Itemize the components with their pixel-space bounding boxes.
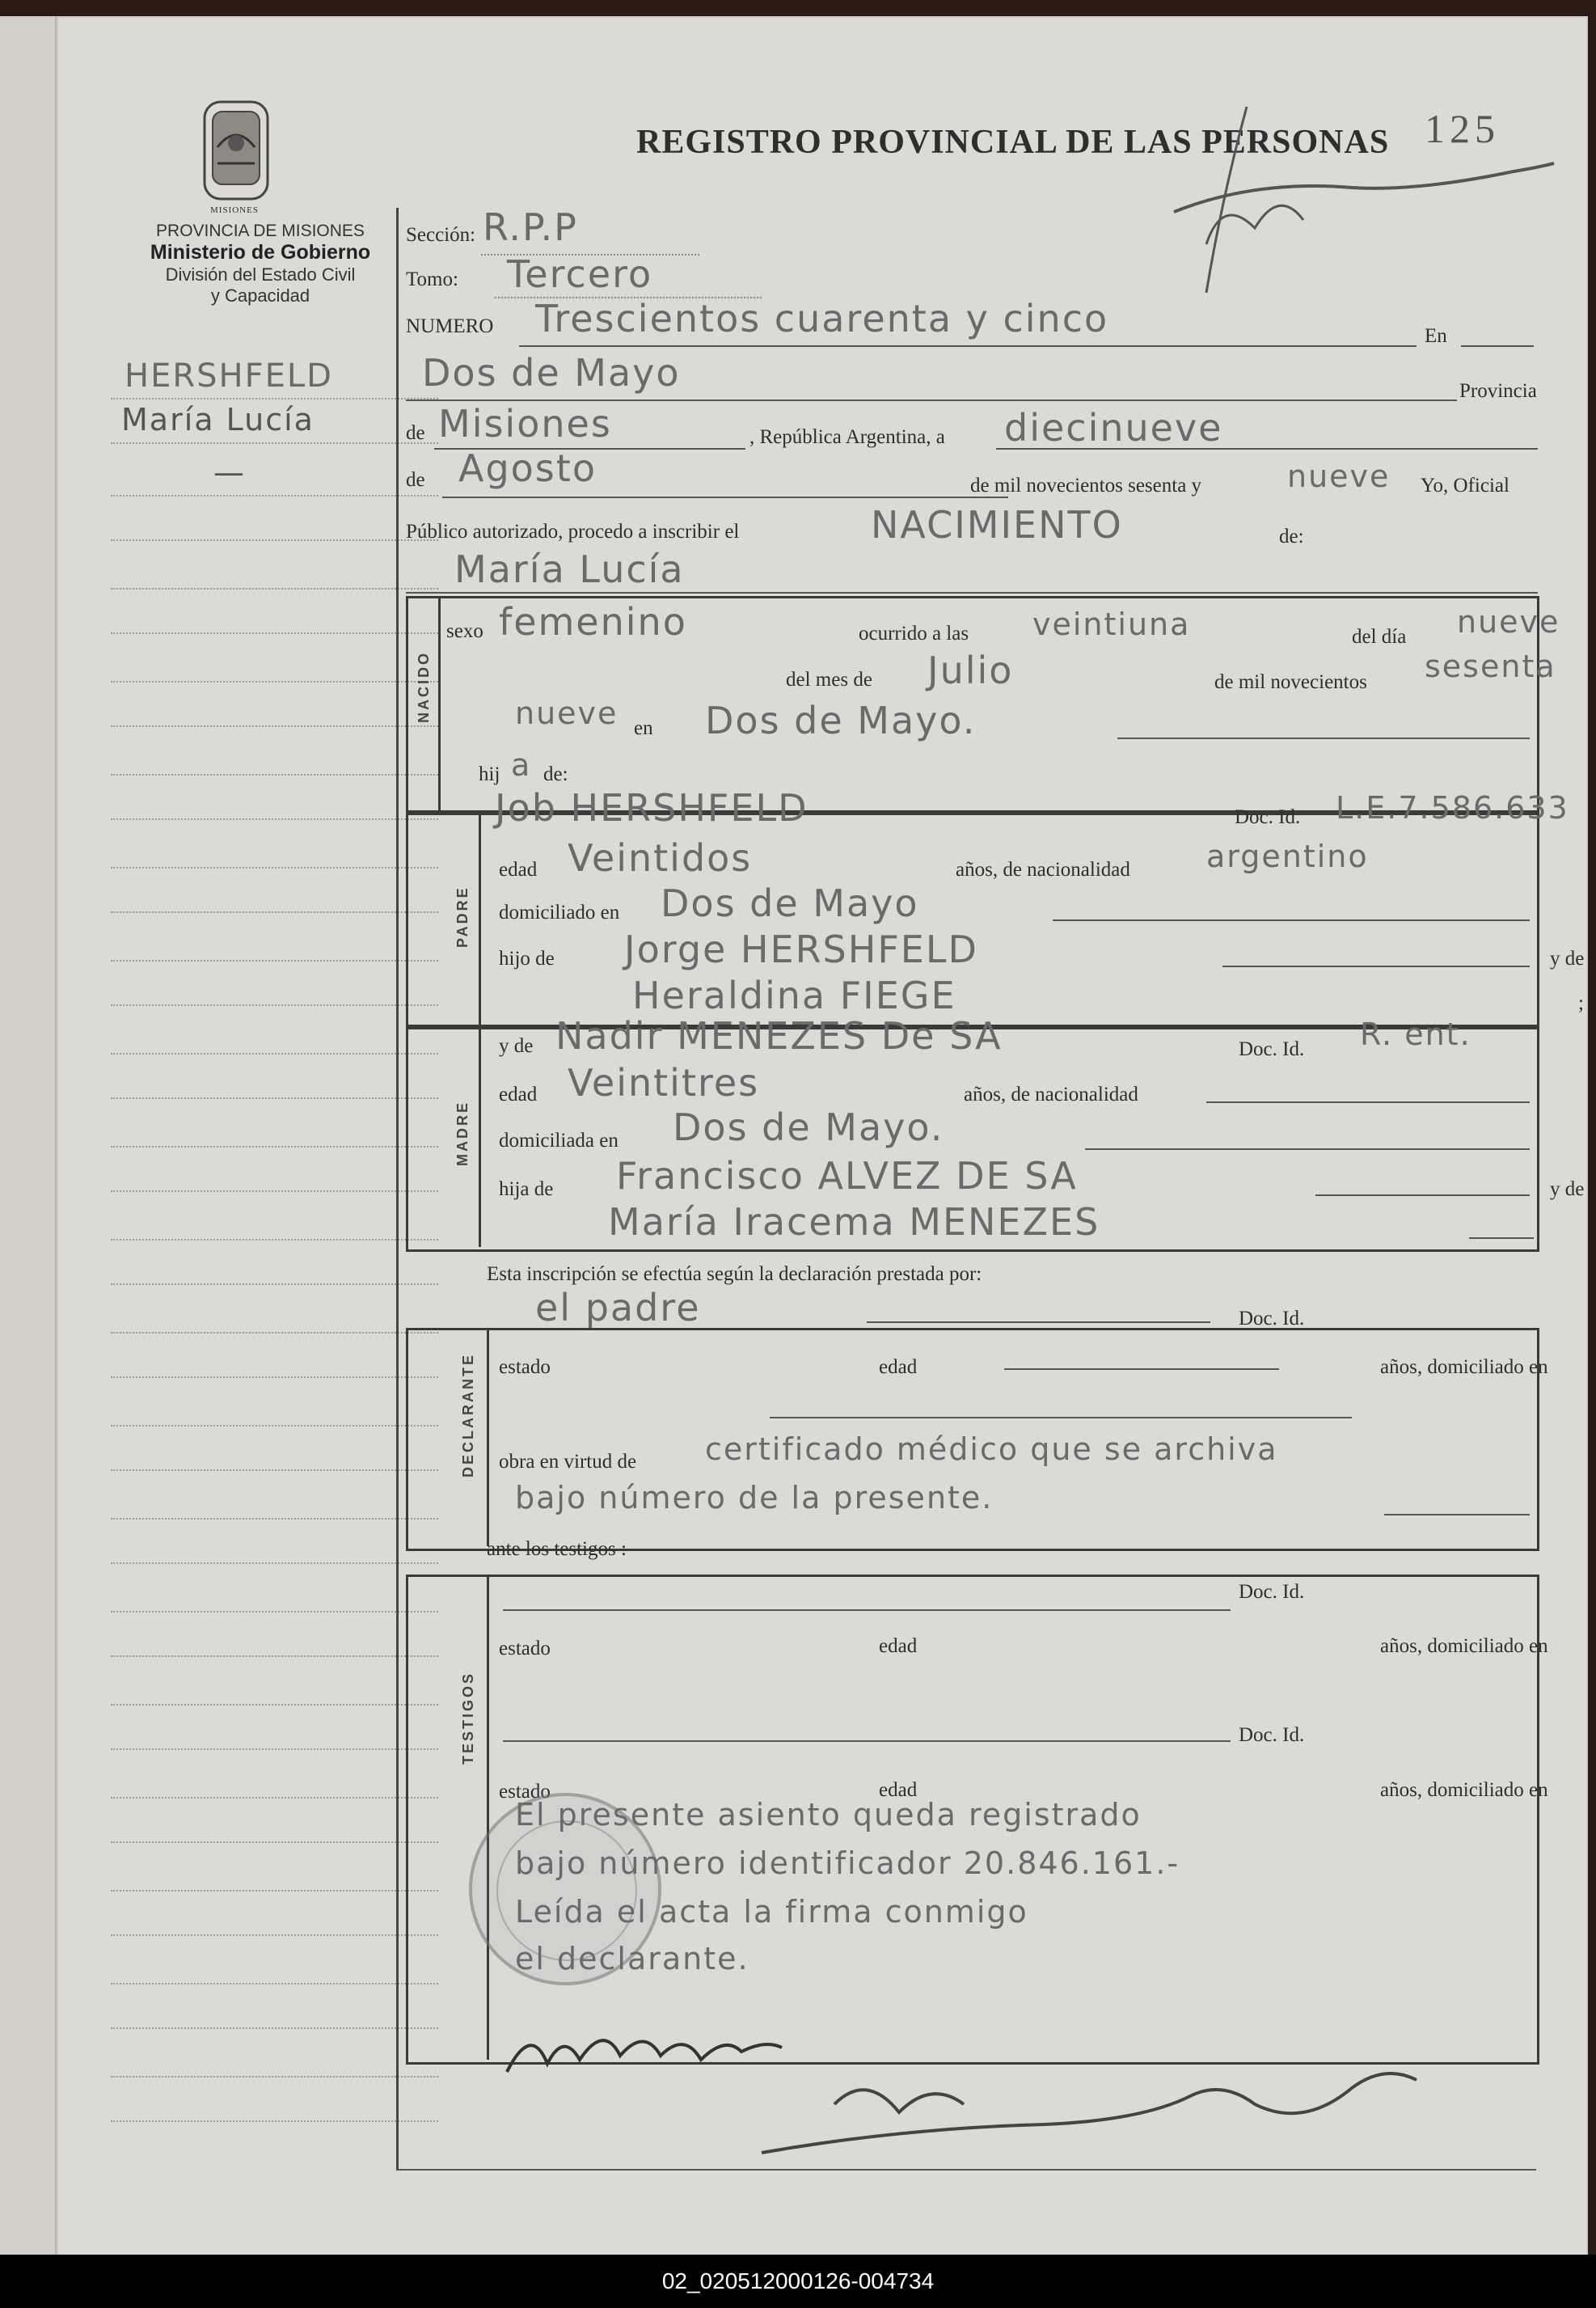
child-name: María Lucía bbox=[454, 547, 685, 591]
birth-year-value2: nueve bbox=[515, 695, 619, 731]
ledger-line bbox=[111, 495, 438, 497]
father-mother: Heraldina FIEGE bbox=[632, 974, 956, 1017]
del-dia-label: del día bbox=[1352, 626, 1407, 648]
fill-line bbox=[1384, 1514, 1530, 1515]
issuer-division: División del Estado Civil bbox=[165, 264, 356, 285]
ledger-line bbox=[111, 2076, 438, 2078]
ledger-line bbox=[111, 442, 438, 444]
day-value: diecinueve bbox=[1004, 406, 1223, 450]
oficial-label: Yo, Oficial bbox=[1421, 475, 1509, 497]
father-doc-value: L.E.7.586.633 bbox=[1336, 790, 1569, 826]
margin-surname: HERSHFELD bbox=[125, 357, 333, 395]
hijo-de-label: de: bbox=[543, 763, 568, 785]
ledger-line bbox=[111, 1376, 438, 1378]
birth-month-value: Julio bbox=[927, 649, 1014, 692]
testigo1-anios-label: años, domiciliado en bbox=[1380, 1635, 1548, 1657]
header-signature bbox=[1158, 99, 1562, 305]
ledger-line bbox=[111, 1655, 438, 1657]
testigos-section-label: TESTIGOS bbox=[460, 1671, 476, 1765]
ledger-line bbox=[111, 1332, 438, 1334]
mother-domicilio-value: Dos de Mayo. bbox=[673, 1105, 944, 1149]
declarante-estado-label: estado bbox=[499, 1356, 551, 1378]
register-page bbox=[57, 16, 1588, 2258]
fill-line bbox=[1117, 738, 1530, 739]
declarante-edad-label: edad bbox=[879, 1356, 918, 1378]
ledger-line bbox=[111, 774, 438, 776]
tomo-label: Tomo: bbox=[406, 268, 458, 290]
ledger-line bbox=[111, 1562, 438, 1564]
footer-id: 02_020512000126-004734 bbox=[0, 2255, 1596, 2308]
testigo1-estado-label: estado bbox=[499, 1638, 551, 1659]
ledger-line bbox=[111, 539, 438, 541]
testigo2-anios-label: años, domiciliado en bbox=[1380, 1779, 1548, 1801]
issuer-capacity: y Capacidad bbox=[210, 285, 310, 306]
ledger-line bbox=[111, 681, 438, 683]
fill-line bbox=[867, 1321, 1210, 1323]
ledger-line bbox=[111, 1053, 438, 1055]
fill-line bbox=[503, 1609, 1231, 1611]
hijo-suffix: a bbox=[511, 747, 532, 783]
father-y-de-label: y de bbox=[1550, 948, 1585, 970]
padre-divider bbox=[479, 810, 481, 1025]
father-doc-label: Doc. Id. bbox=[1235, 806, 1301, 828]
ledger-line bbox=[111, 398, 438, 399]
birth-day-value: nueve bbox=[1457, 604, 1560, 640]
seccion-label: Sección: bbox=[406, 224, 476, 246]
ledger-line bbox=[111, 1518, 438, 1520]
father-name: Job HERSHFELD bbox=[495, 786, 809, 830]
margin-dash: — bbox=[213, 454, 246, 490]
obra-label: obra en virtud de bbox=[499, 1451, 637, 1473]
sexo-value: femenino bbox=[499, 600, 687, 644]
ledger-line bbox=[111, 1469, 438, 1471]
province-emblem bbox=[200, 99, 272, 208]
mother-mother: María Iracema MENEZES bbox=[608, 1200, 1100, 1244]
mother-doc-value: R. ent. bbox=[1360, 1017, 1471, 1052]
annotation-line3: Leída el acta la firma conmigo bbox=[515, 1894, 1028, 1930]
fill-line bbox=[519, 345, 1417, 347]
annotation-line2: bajo número identificador 20.846.161.- bbox=[515, 1845, 1180, 1881]
tomo-value: Tercero bbox=[507, 252, 653, 296]
act-de-label: de: bbox=[1279, 526, 1304, 547]
fill-line bbox=[1315, 1194, 1530, 1196]
provincia-label: Provincia bbox=[1459, 380, 1537, 402]
father-nationality: argentino bbox=[1206, 839, 1369, 874]
ledger-line bbox=[111, 2120, 438, 2122]
ledger-line bbox=[111, 632, 438, 634]
mil-label: de mil novecientos bbox=[1214, 671, 1367, 693]
mother-edad-label: edad bbox=[499, 1084, 538, 1105]
register-title: REGISTRO PROVINCIAL DE LAS PERSONAS bbox=[636, 124, 1390, 161]
declarante-divider bbox=[487, 1328, 489, 1546]
testigo2-edad-label: edad bbox=[879, 1779, 918, 1801]
ledger-line bbox=[111, 1283, 438, 1285]
fill-line bbox=[442, 497, 1008, 498]
mother-name: Nadir MENEZES De SA bbox=[555, 1014, 1003, 1058]
nacido-section-label: NACIDO bbox=[416, 651, 432, 723]
madre-divider bbox=[479, 1025, 481, 1247]
father-anios-label: años, de nacionalidad bbox=[956, 859, 1130, 881]
emblem-label: MISIONES bbox=[210, 205, 259, 215]
testigos-divider bbox=[487, 1575, 489, 2060]
issuer-province: PROVINCIA DE MISIONES bbox=[156, 222, 365, 240]
publico-label: Público autorizado, procedo a inscribir el bbox=[406, 521, 740, 543]
mother-domicilio-label: domiciliada en bbox=[499, 1130, 619, 1152]
act-value: NACIMIENTO bbox=[871, 503, 1123, 547]
fill-line bbox=[406, 592, 1538, 594]
ledger-line bbox=[111, 1797, 438, 1799]
ledger-line bbox=[111, 1704, 438, 1706]
testigos-intro: ante los testigos : bbox=[487, 1538, 627, 1560]
birth-place-value: Dos de Mayo. bbox=[705, 699, 977, 742]
margin-given-name: María Lucía bbox=[121, 402, 315, 438]
ledger-line bbox=[111, 1239, 438, 1241]
en-label: En bbox=[1425, 325, 1447, 347]
month-value: Agosto bbox=[458, 446, 597, 490]
numero-value: Trescientos cuarenta y cinco bbox=[535, 297, 1109, 340]
declarante-doc-label: Doc. Id. bbox=[1239, 1308, 1305, 1329]
en-birthplace-label: en bbox=[634, 717, 653, 739]
ledger-line bbox=[111, 1190, 438, 1192]
declarante-anios-label: años, domiciliado en bbox=[1380, 1356, 1548, 1378]
ledger-line bbox=[111, 1890, 438, 1892]
father-semicolon: ; bbox=[1578, 992, 1584, 1014]
bottom-rule bbox=[396, 2169, 1536, 2171]
ledger-line bbox=[111, 1097, 438, 1099]
birth-year-value1: sesenta bbox=[1425, 649, 1556, 684]
hijo-label: hij bbox=[479, 763, 500, 785]
obra-value-line1: certificado médico que se archiva bbox=[705, 1431, 1278, 1467]
year-value: nueve bbox=[1287, 459, 1391, 494]
de-month-label: de bbox=[406, 469, 425, 491]
annotation-line4: el declarante. bbox=[515, 1941, 749, 1976]
fill-line bbox=[1461, 345, 1534, 347]
obra-value-line2: bajo número de la presente. bbox=[515, 1480, 994, 1515]
declarante-intro: Esta inscripción se efectúa según la declaración prestada por: bbox=[487, 1263, 982, 1285]
ledger-line bbox=[111, 725, 438, 727]
padre-section-label: PADRE bbox=[454, 886, 471, 948]
father-domicilio-label: domiciliado en bbox=[499, 902, 620, 924]
margin-divider bbox=[396, 208, 399, 2169]
fill-line bbox=[503, 1740, 1231, 1742]
fill-line bbox=[1469, 1237, 1534, 1239]
testigo2-estado-label: estado bbox=[499, 1781, 551, 1803]
fill-line bbox=[770, 1417, 1352, 1418]
father-father: Jorge HERSHFELD bbox=[624, 928, 978, 971]
de-label: de bbox=[406, 422, 425, 444]
ledger-line bbox=[111, 960, 438, 962]
declarante-section-label: DECLARANTE bbox=[460, 1353, 476, 1477]
ledger-line bbox=[111, 2027, 438, 2029]
hour-value: veintiuna bbox=[1032, 607, 1191, 642]
ledger-line bbox=[111, 1934, 438, 1936]
testigo1-edad-label: edad bbox=[879, 1635, 918, 1657]
issuer-block bbox=[123, 222, 398, 306]
mother-edad-value: Veintitres bbox=[568, 1061, 760, 1105]
mother-hija-de-label: hija de bbox=[499, 1178, 554, 1200]
ledger-line bbox=[111, 867, 438, 869]
ledger-line bbox=[111, 588, 438, 590]
mother-y-de-label: y de bbox=[499, 1035, 534, 1057]
ledger-line bbox=[111, 1425, 438, 1427]
ledger-line bbox=[111, 1983, 438, 1985]
testigo1-doc-label: Doc. Id. bbox=[1239, 1581, 1305, 1603]
fill-line bbox=[1085, 1148, 1530, 1150]
mother-doc-label: Doc. Id. bbox=[1239, 1038, 1305, 1060]
declarante-value: el padre bbox=[535, 1286, 701, 1329]
year-label: de mil novecientos sesenta y bbox=[970, 475, 1202, 497]
place-value: Dos de Mayo bbox=[422, 351, 681, 395]
seccion-value: R.P.P bbox=[483, 205, 578, 249]
left-page-edge bbox=[0, 16, 60, 2255]
nacido-divider bbox=[438, 596, 441, 810]
issuer-ministry: Ministerio de Gobierno bbox=[150, 241, 371, 264]
mother-y-de-label: y de bbox=[1550, 1178, 1585, 1200]
ledger-line bbox=[111, 1146, 438, 1148]
mother-anios-label: años, de nacionalidad bbox=[964, 1084, 1138, 1105]
fill-line bbox=[1004, 1368, 1279, 1370]
fill-line bbox=[1206, 1101, 1530, 1103]
ledger-line bbox=[111, 911, 438, 913]
madre-section-label: MADRE bbox=[454, 1101, 471, 1166]
page-number: 125 bbox=[1425, 106, 1500, 151]
ledger-line bbox=[111, 1748, 438, 1750]
father-hijo-de-label: hijo de bbox=[499, 948, 555, 970]
fill-line bbox=[996, 448, 1538, 450]
testigo2-doc-label: Doc. Id. bbox=[1239, 1724, 1305, 1746]
fill-line bbox=[1222, 966, 1530, 967]
ocurrido-label: ocurrido a las bbox=[859, 623, 969, 645]
ledger-line bbox=[111, 1841, 438, 1843]
province-value: Misiones bbox=[438, 402, 612, 446]
sexo-label: sexo bbox=[446, 620, 483, 642]
father-domicilio-value: Dos de Mayo bbox=[661, 881, 919, 925]
del-mes-label: del mes de bbox=[786, 669, 872, 691]
mother-father: Francisco ALVEZ DE SA bbox=[616, 1154, 1078, 1198]
ledger-line bbox=[111, 1004, 438, 1006]
father-edad-label: edad bbox=[499, 859, 538, 881]
numero-label: NUMERO bbox=[406, 315, 494, 337]
republica-label: , República Argentina, a bbox=[749, 426, 945, 448]
ledger-line bbox=[111, 1611, 438, 1613]
official-signature bbox=[737, 2056, 1433, 2173]
fill-line bbox=[406, 399, 1457, 401]
father-edad-value: Veintidos bbox=[568, 836, 753, 880]
ledger-line bbox=[111, 818, 438, 820]
fill-line bbox=[1053, 919, 1530, 921]
annotation-line1: El presente asiento queda registrado bbox=[515, 1797, 1142, 1832]
